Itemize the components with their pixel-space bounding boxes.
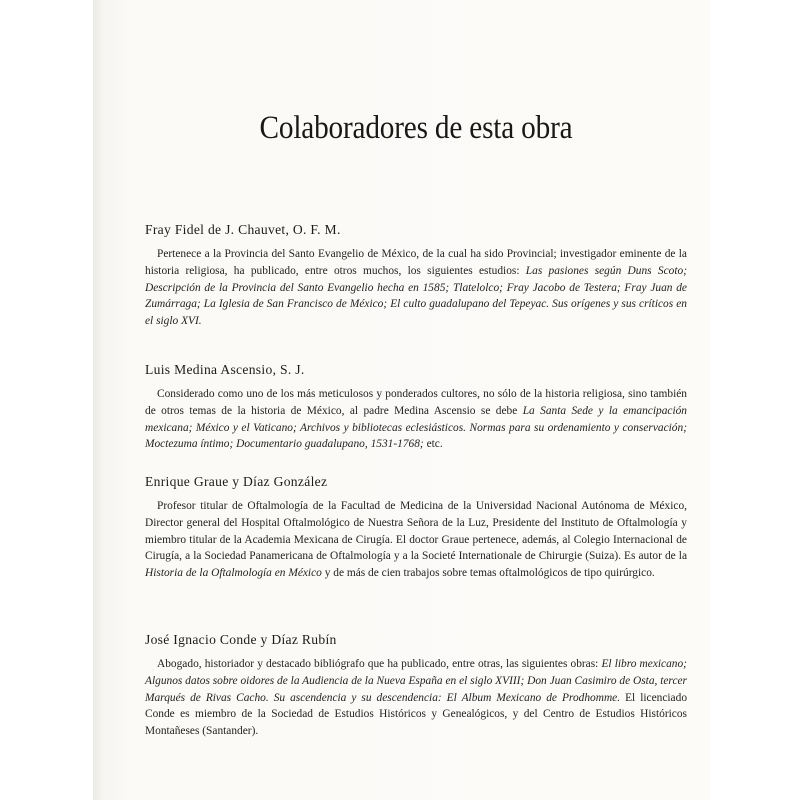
- bio-works-italic: Las pasiones según Duns Scoto; Descripción de la Provincia del Santo Evangelio hecha en 1585; Tlatelolco; Fray Jacobo de Testera; Fray Juan de Zumárraga; La Iglesia de San Francisco de México; El culto guadalupano del Tepeyac. Sus orígenes y sus críticos en el siglo XVI.: [145, 264, 687, 328]
- contributor-entry-medina: [145, 362, 687, 453]
- contributor-bio: [145, 246, 687, 330]
- contributor-bio: [145, 656, 687, 740]
- contributor-name: Fray Fidel de J. Chauvet, O. F. M.: [145, 222, 341, 237]
- contributor-entry-conde: [145, 632, 687, 740]
- bio-works-italic: El libro mexicano; Algunos datos sobre oidores de la Audiencia de la Nueva España en el siglo XVIII; Don Juan Casimiro de Osta, tercer Marqués de Rivas Cacho. Su ascendencia y su descendencia: El Album Mexicano de Prodhomme.: [145, 658, 687, 704]
- bio-text: El licenciado Conde es miembro de la Sociedad de Estudios Históricos y Genealógicos, y del Centro de Estudios Históricos Montañeses (Santander).: [145, 691, 688, 738]
- bio-text: y de más de cien trabajos sobre temas oftalmológicos de tipo quirúrgico.: [321, 567, 655, 580]
- contributor-bio: [145, 498, 687, 582]
- contributor-entry-graue: [145, 474, 687, 582]
- page-title: Colaboradores de esta obra: [259, 110, 573, 146]
- contributor-bio: [145, 386, 687, 453]
- book-page: [93, 0, 710, 800]
- contributor-entry-chauvet: [145, 222, 687, 330]
- bio-text: Profesor titular de Oftalmología de la Facultad de Medicina de la Universidad Nacional Autónoma de México, Director general del Hospital Oftalmológico de Nuestra Señora de la Luz, Presidente del Instituto de Oftalmología y miembro titular de la Academia Mexicana de Cirugía. El doctor Graue pertenece, además, al Colegio Internacional de Cirugía, a la Sociedad Panamericana de Oftalmología y a la Societé Internationale de Chirurgie (Suiza). Es autor de la: [145, 500, 687, 563]
- bio-text: etc.: [423, 438, 443, 451]
- bio-text: Considerado como uno de los más meticulosos y ponderados cultores, no sólo de la historia religiosa, sino también de otros temas de la historia de México, al padre Medina Ascensio se debe: [145, 388, 687, 417]
- bio-text: Pertenece a la Provincia del Santo Evangelio de México, de la cual ha sido Provincial; investigador eminente de la historia religiosa, ha publicado, entre otros muchos, los siguientes estudios:: [145, 248, 687, 277]
- contributor-name: Enrique Graue y Díaz González: [145, 474, 328, 489]
- contributor-name: Luis Medina Ascensio, S. J.: [145, 362, 305, 377]
- bio-works-italic: Historia de la Oftalmología en México: [145, 567, 322, 580]
- bio-works-italic: La Santa Sede y la emancipación mexicana; México y el Vaticano; Archivos y bibliotecas eclesiásticos. Normas para su ordenamiento y conservación; Moctezuma íntimo; Documentario guadalupano, 1531-1768;: [145, 404, 688, 451]
- bio-text: Abogado, historiador y destacado bibliógrafo que ha publicado, entre otras, las siguientes obras:: [157, 658, 602, 670]
- contributor-name: José Ignacio Conde y Díaz Rubín: [145, 632, 337, 647]
